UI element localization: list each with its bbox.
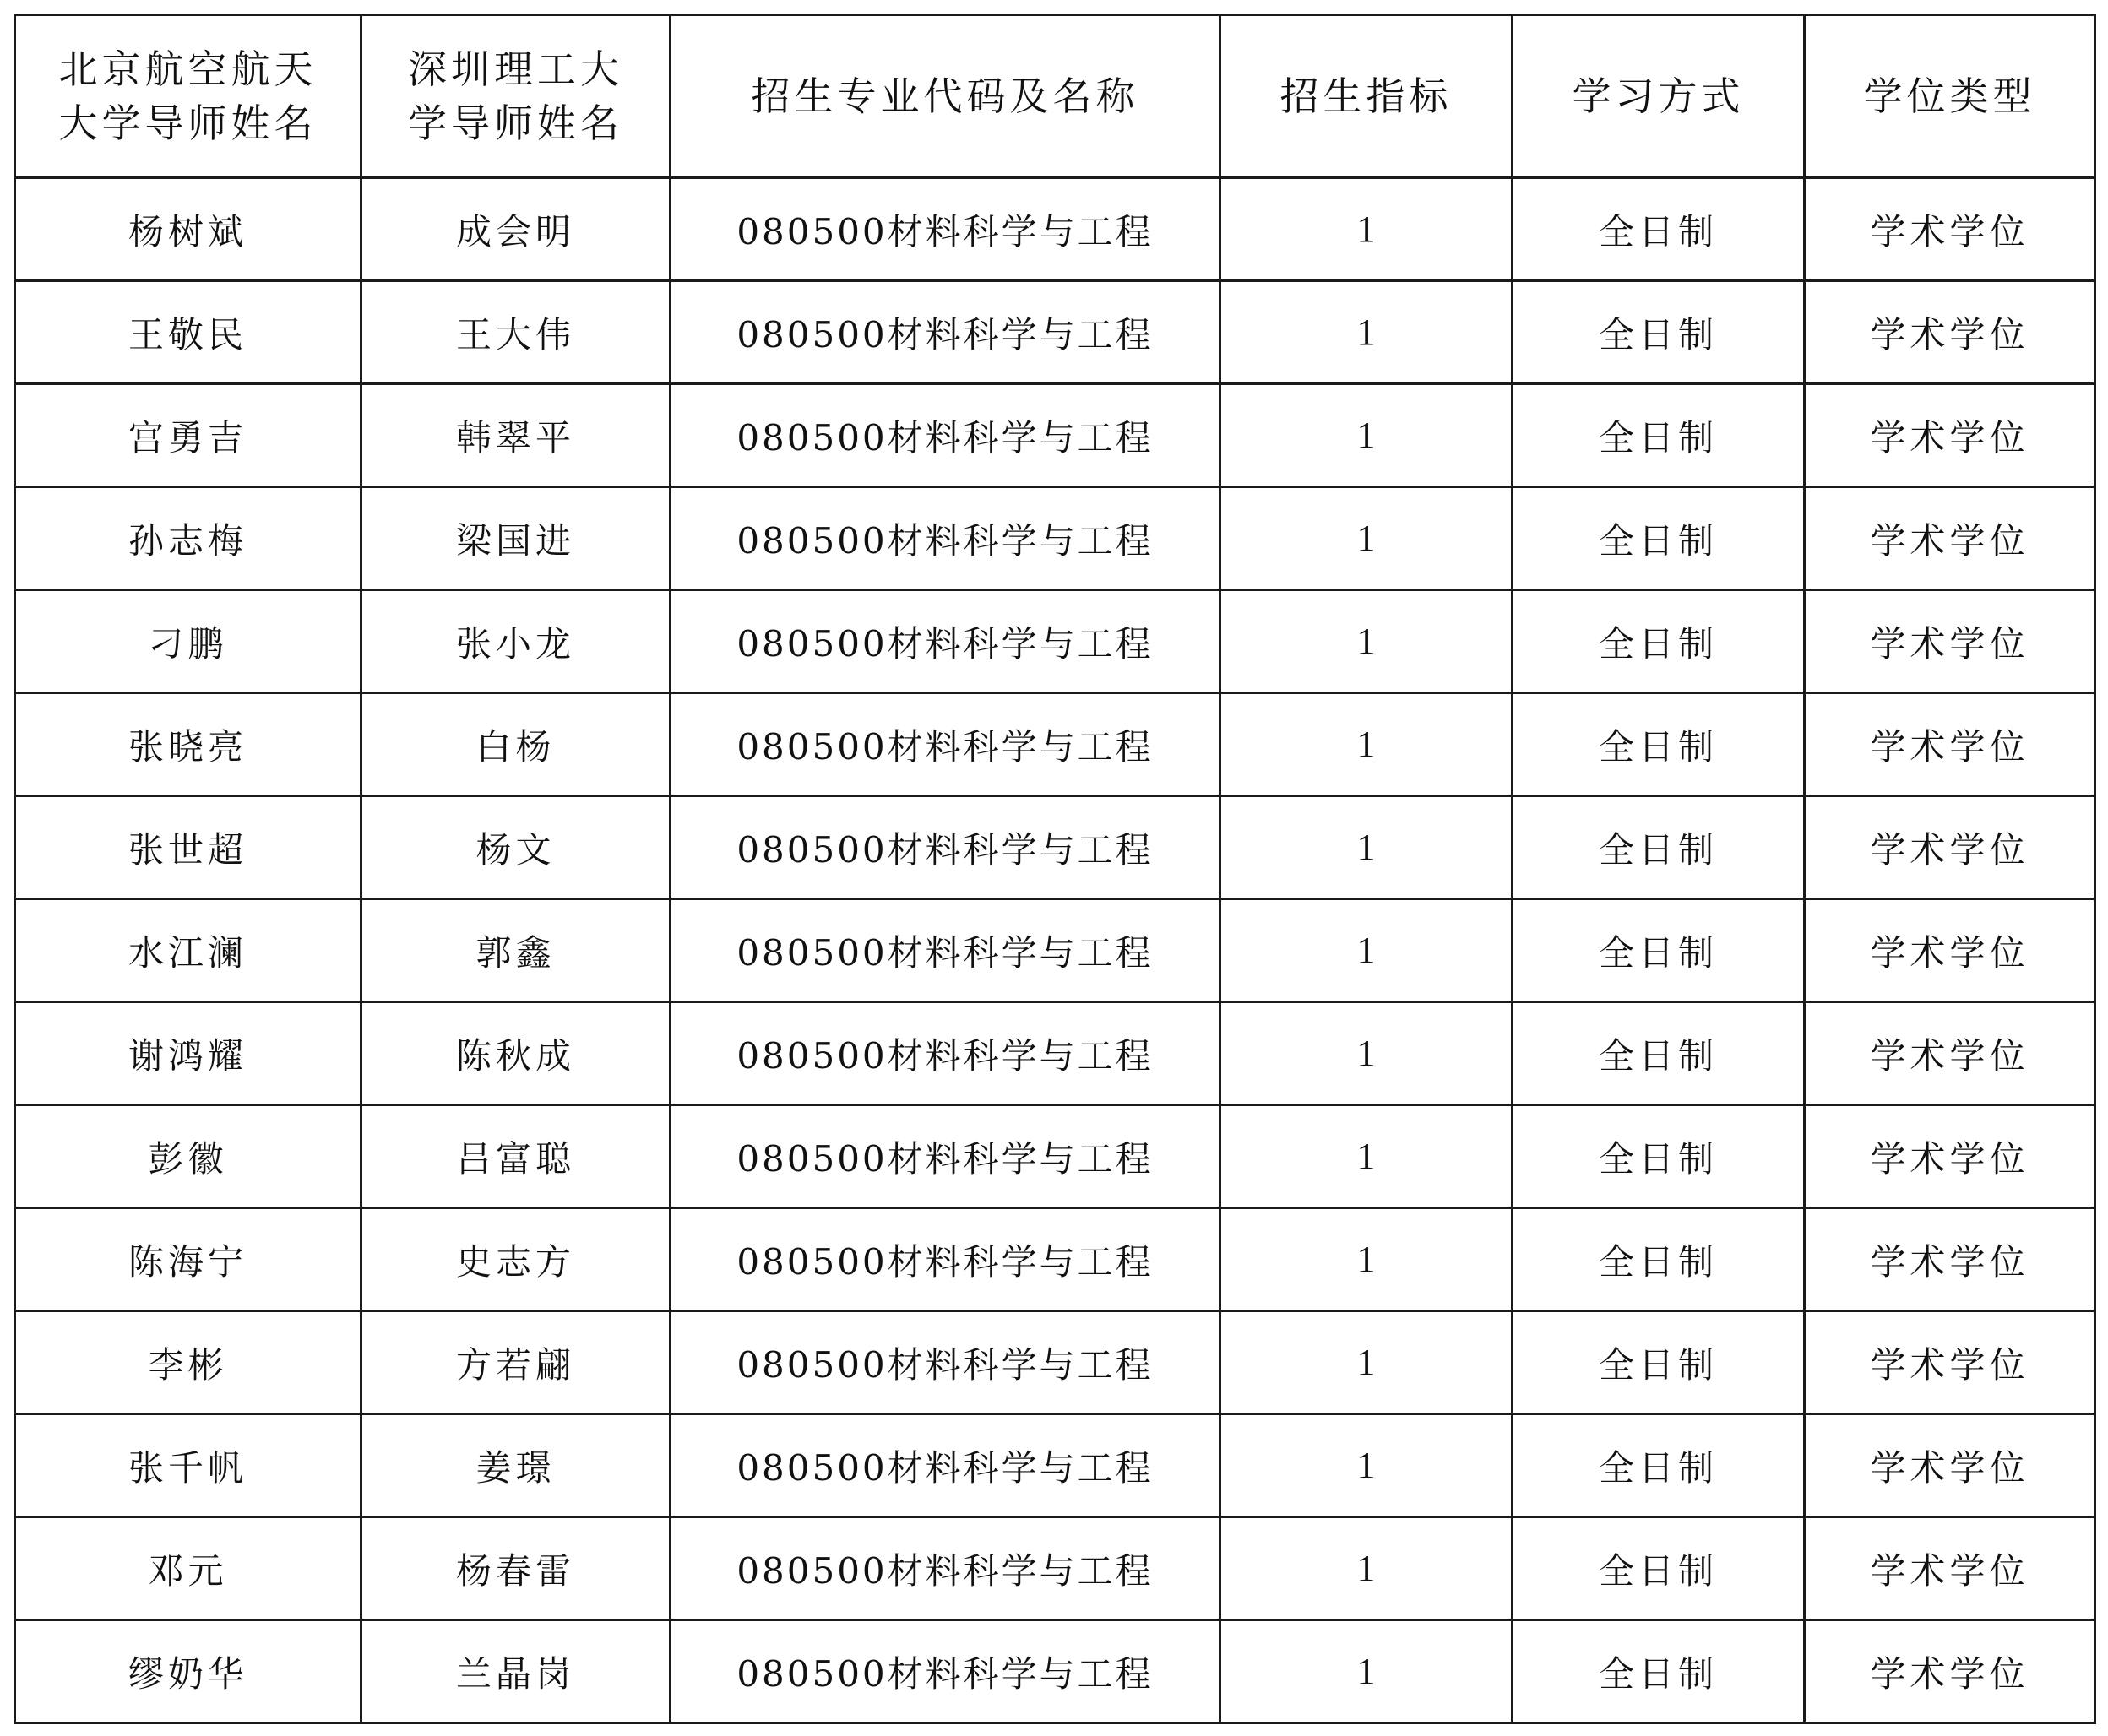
degree-type-cell: 学术学位: [1805, 1620, 2095, 1723]
study-mode-cell: 全日制: [1513, 1311, 1805, 1414]
buaa-supervisor-cell: 张千帆: [15, 1414, 361, 1517]
major-cell: 080500材料科学与工程: [671, 1620, 1220, 1723]
table-header: [15, 15, 2095, 178]
table-body: [15, 178, 2095, 1723]
buaa-supervisor-cell: 孙志梅: [15, 487, 361, 590]
szu-supervisor-cell: 史志方: [361, 1208, 671, 1311]
buaa-supervisor-cell: 缪奶华: [15, 1620, 361, 1723]
major-cell: 080500材料科学与工程: [671, 1517, 1220, 1620]
table-row: [15, 796, 2095, 899]
major-cell: 080500材料科学与工程: [671, 590, 1220, 693]
table-row: [15, 1002, 2095, 1105]
szu-supervisor-cell: 陈秋成: [361, 1002, 671, 1105]
quota-cell: 1: [1220, 1414, 1513, 1517]
quota-cell: 1: [1220, 178, 1513, 281]
table-row: [15, 1311, 2095, 1414]
table-row: [15, 693, 2095, 796]
degree-type-cell: 学术学位: [1805, 1517, 2095, 1620]
quota-cell: 1: [1220, 384, 1513, 487]
szu-supervisor-cell: 姜璟: [361, 1414, 671, 1517]
major-cell: 080500材料科学与工程: [671, 1208, 1220, 1311]
buaa-supervisor-cell: 陈海宁: [15, 1208, 361, 1311]
buaa-supervisor-cell: 王敬民: [15, 281, 361, 384]
degree-type-cell: 学术学位: [1805, 487, 2095, 590]
study-mode-cell: 全日制: [1513, 487, 1805, 590]
study-mode-cell: 全日制: [1513, 1620, 1805, 1723]
degree-type-cell: 学术学位: [1805, 693, 2095, 796]
szu-supervisor-cell: 兰晶岗: [361, 1620, 671, 1723]
degree-type-cell: 学术学位: [1805, 384, 2095, 487]
quota-cell: 1: [1220, 590, 1513, 693]
degree-type-cell: 学术学位: [1805, 281, 2095, 384]
table-row: [15, 1105, 2095, 1208]
major-cell: 080500材料科学与工程: [671, 178, 1220, 281]
degree-type-cell: 学术学位: [1805, 1208, 2095, 1311]
degree-type-cell: 学术学位: [1805, 590, 2095, 693]
table-row: [15, 178, 2095, 281]
szu-supervisor-cell: 郭鑫: [361, 899, 671, 1002]
major-cell: 080500材料科学与工程: [671, 693, 1220, 796]
quota-cell: 1: [1220, 281, 1513, 384]
major-cell: 080500材料科学与工程: [671, 1311, 1220, 1414]
degree-type-cell: 学术学位: [1805, 178, 2095, 281]
buaa-supervisor-cell: 谢鸿耀: [15, 1002, 361, 1105]
buaa-supervisor-cell: 邓元: [15, 1517, 361, 1620]
major-cell: 080500材料科学与工程: [671, 899, 1220, 1002]
major-cell: 080500材料科学与工程: [671, 1105, 1220, 1208]
quota-cell: 1: [1220, 1517, 1513, 1620]
szu-supervisor-cell: 韩翠平: [361, 384, 671, 487]
degree-type-cell: 学术学位: [1805, 1414, 2095, 1517]
szu-supervisor-cell: 成会明: [361, 178, 671, 281]
szu-supervisor-cell: 梁国进: [361, 487, 671, 590]
study-mode-cell: 全日制: [1513, 590, 1805, 693]
study-mode-cell: 全日制: [1513, 796, 1805, 899]
study-mode-cell: 全日制: [1513, 281, 1805, 384]
major-cell: 080500材料科学与工程: [671, 281, 1220, 384]
table-row: [15, 1620, 2095, 1723]
buaa-supervisor-cell: 水江澜: [15, 899, 361, 1002]
degree-type-cell: 学术学位: [1805, 796, 2095, 899]
table-row: [15, 1414, 2095, 1517]
quota-cell: 1: [1220, 796, 1513, 899]
buaa-supervisor-cell: 李彬: [15, 1311, 361, 1414]
study-mode-cell: 全日制: [1513, 899, 1805, 1002]
quota-cell: 1: [1220, 693, 1513, 796]
degree-type-cell: 学术学位: [1805, 1311, 2095, 1414]
study-mode-cell: 全日制: [1513, 693, 1805, 796]
table-row: [15, 1517, 2095, 1620]
study-mode-cell: 全日制: [1513, 1517, 1805, 1620]
major-cell: 080500材料科学与工程: [671, 487, 1220, 590]
header-quota: 招生指标: [1220, 15, 1513, 178]
quota-cell: 1: [1220, 487, 1513, 590]
table-row: [15, 1208, 2095, 1311]
szu-supervisor-cell: 杨文: [361, 796, 671, 899]
major-cell: 080500材料科学与工程: [671, 796, 1220, 899]
study-mode-cell: 全日制: [1513, 1105, 1805, 1208]
header-major: 招生专业代码及名称: [671, 15, 1220, 178]
degree-type-cell: 学术学位: [1805, 899, 2095, 1002]
degree-type-cell: 学术学位: [1805, 1002, 2095, 1105]
szu-supervisor-cell: 白杨: [361, 693, 671, 796]
study-mode-cell: 全日制: [1513, 1208, 1805, 1311]
buaa-supervisor-cell: 杨树斌: [15, 178, 361, 281]
buaa-supervisor-cell: 张世超: [15, 796, 361, 899]
header-study-mode: 学习方式: [1513, 15, 1805, 178]
szu-supervisor-cell: 方若翩: [361, 1311, 671, 1414]
degree-type-cell: 学术学位: [1805, 1105, 2095, 1208]
header-row: [15, 15, 2095, 178]
study-mode-cell: 全日制: [1513, 1414, 1805, 1517]
szu-supervisor-cell: 杨春雷: [361, 1517, 671, 1620]
table-row: [15, 487, 2095, 590]
study-mode-cell: 全日制: [1513, 178, 1805, 281]
quota-cell: 1: [1220, 1002, 1513, 1105]
szu-supervisor-cell: 张小龙: [361, 590, 671, 693]
study-mode-cell: 全日制: [1513, 1002, 1805, 1105]
major-cell: 080500材料科学与工程: [671, 1414, 1220, 1517]
szu-supervisor-cell: 王大伟: [361, 281, 671, 384]
table-row: [15, 281, 2095, 384]
buaa-supervisor-cell: 彭徽: [15, 1105, 361, 1208]
quota-cell: 1: [1220, 1208, 1513, 1311]
quota-cell: 1: [1220, 1105, 1513, 1208]
major-cell: 080500材料科学与工程: [671, 384, 1220, 487]
buaa-supervisor-cell: 宫勇吉: [15, 384, 361, 487]
quota-cell: 1: [1220, 1620, 1513, 1723]
table-row: [15, 384, 2095, 487]
quota-cell: 1: [1220, 899, 1513, 1002]
szu-supervisor-cell: 吕富聪: [361, 1105, 671, 1208]
study-mode-cell: 全日制: [1513, 384, 1805, 487]
quota-cell: 1: [1220, 1311, 1513, 1414]
supervisor-table: [14, 14, 2096, 1724]
table-row: [15, 899, 2095, 1002]
buaa-supervisor-cell: 刁鹏: [15, 590, 361, 693]
header-buaa-supervisor: 北京航空航天大学导师姓名: [15, 15, 361, 178]
header-szu-supervisor: 深圳理工大学导师姓名: [361, 15, 671, 178]
buaa-supervisor-cell: 张晓亮: [15, 693, 361, 796]
header-degree-type: 学位类型: [1805, 15, 2095, 178]
table-row: [15, 590, 2095, 693]
major-cell: 080500材料科学与工程: [671, 1002, 1220, 1105]
